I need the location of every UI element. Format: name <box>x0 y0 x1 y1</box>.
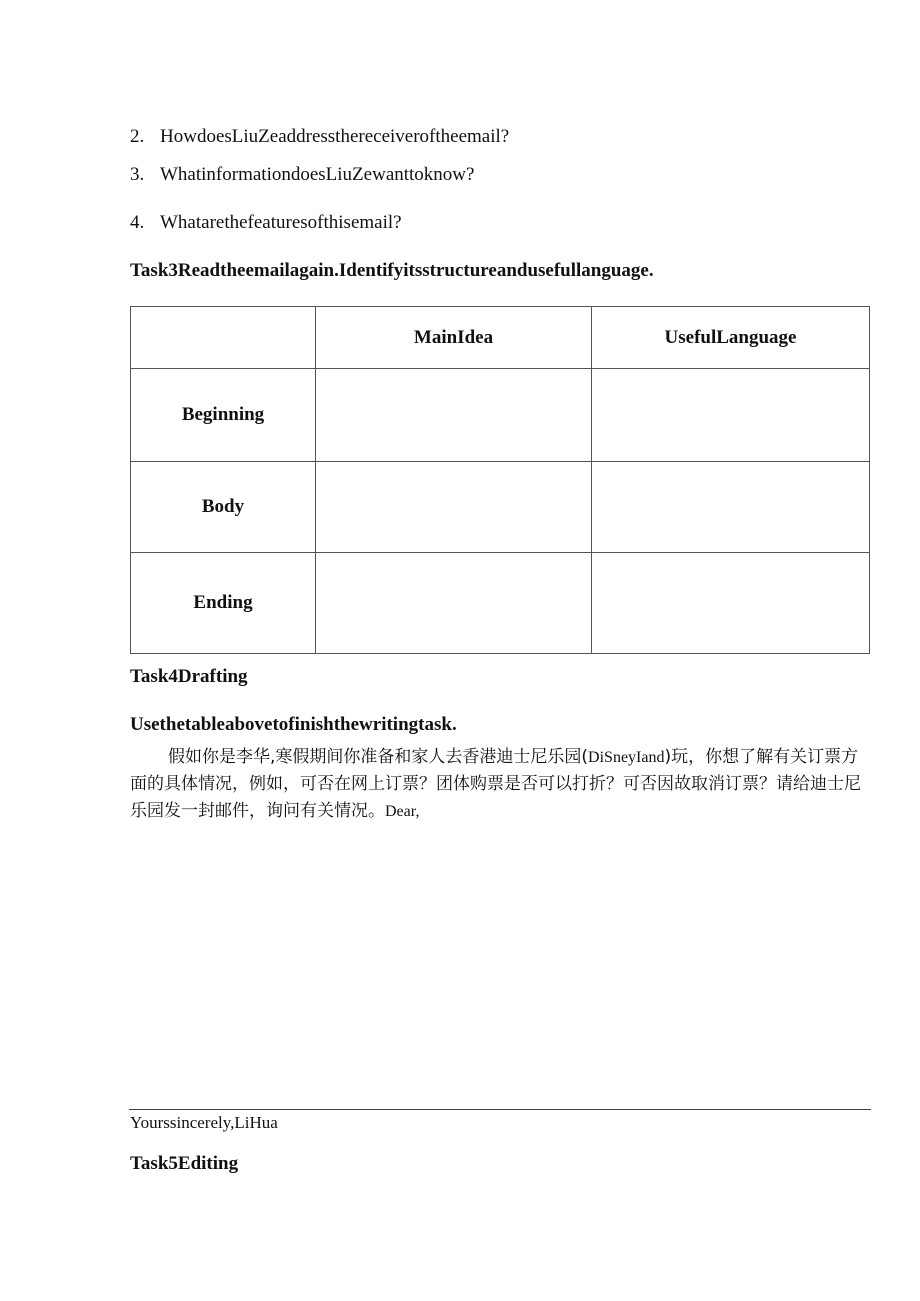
main-idea-cell[interactable] <box>316 462 592 553</box>
row-label: Ending <box>131 553 316 654</box>
question-text: Whatarethefeaturesofthisemail? <box>160 212 402 233</box>
main-idea-cell[interactable] <box>316 553 592 654</box>
table-row <box>131 369 870 462</box>
prompt-text-part2: )玩，你想了解有关订票方面的具体情况，例如，可否在网上订票？团体购票是否可以打折？可否因故取消订票？请给迪士尼乐园发一封邮件，询问有关情况。 <box>130 747 861 821</box>
writing-prompt <box>130 744 870 825</box>
question-3 <box>130 164 474 186</box>
question-text: HowdoesLiuZeaddressthereceiveroftheemail? <box>160 126 510 147</box>
task5-heading: Task5Editing <box>130 1153 239 1174</box>
greeting: Dear, <box>385 803 420 820</box>
structure-table <box>130 306 870 654</box>
task4-instruction: Usethetableabovetofinishthewritingtask. <box>130 714 457 735</box>
task3-heading: Task3Readtheemailagain.Identifyitsstructureandusefullanguage. <box>130 260 654 281</box>
useful-language-cell[interactable] <box>592 553 870 654</box>
table-header-cell: UsefulLanguage <box>592 307 870 369</box>
useful-language-cell[interactable] <box>592 462 870 553</box>
table-header-cell <box>131 307 316 369</box>
question-text: WhatinformationdoesLiuZewanttoknow? <box>160 164 475 185</box>
question-number: 2. <box>130 126 145 147</box>
question-number: 3. <box>130 164 145 185</box>
row-label: Beginning <box>131 369 316 462</box>
question-2 <box>130 126 509 148</box>
question-4 <box>130 212 402 234</box>
divider-line <box>129 1109 871 1110</box>
useful-language-cell[interactable] <box>592 369 870 462</box>
task4-heading: Task4Drafting <box>130 666 248 687</box>
prompt-latin: DiSneyIand <box>588 749 665 766</box>
row-label: Body <box>131 462 316 553</box>
table-header-cell: MainIdea <box>316 307 592 369</box>
table-row <box>131 462 870 553</box>
main-idea-cell[interactable] <box>316 369 592 462</box>
table-header-row <box>131 307 870 369</box>
prompt-text-part1: 假如你是李华,寒假期间你准备和家人去香港迪士尼乐园( <box>168 747 589 767</box>
closing-signature: Yourssincerely,LiHua <box>130 1113 278 1132</box>
table-row <box>131 553 870 654</box>
question-number: 4. <box>130 212 145 233</box>
